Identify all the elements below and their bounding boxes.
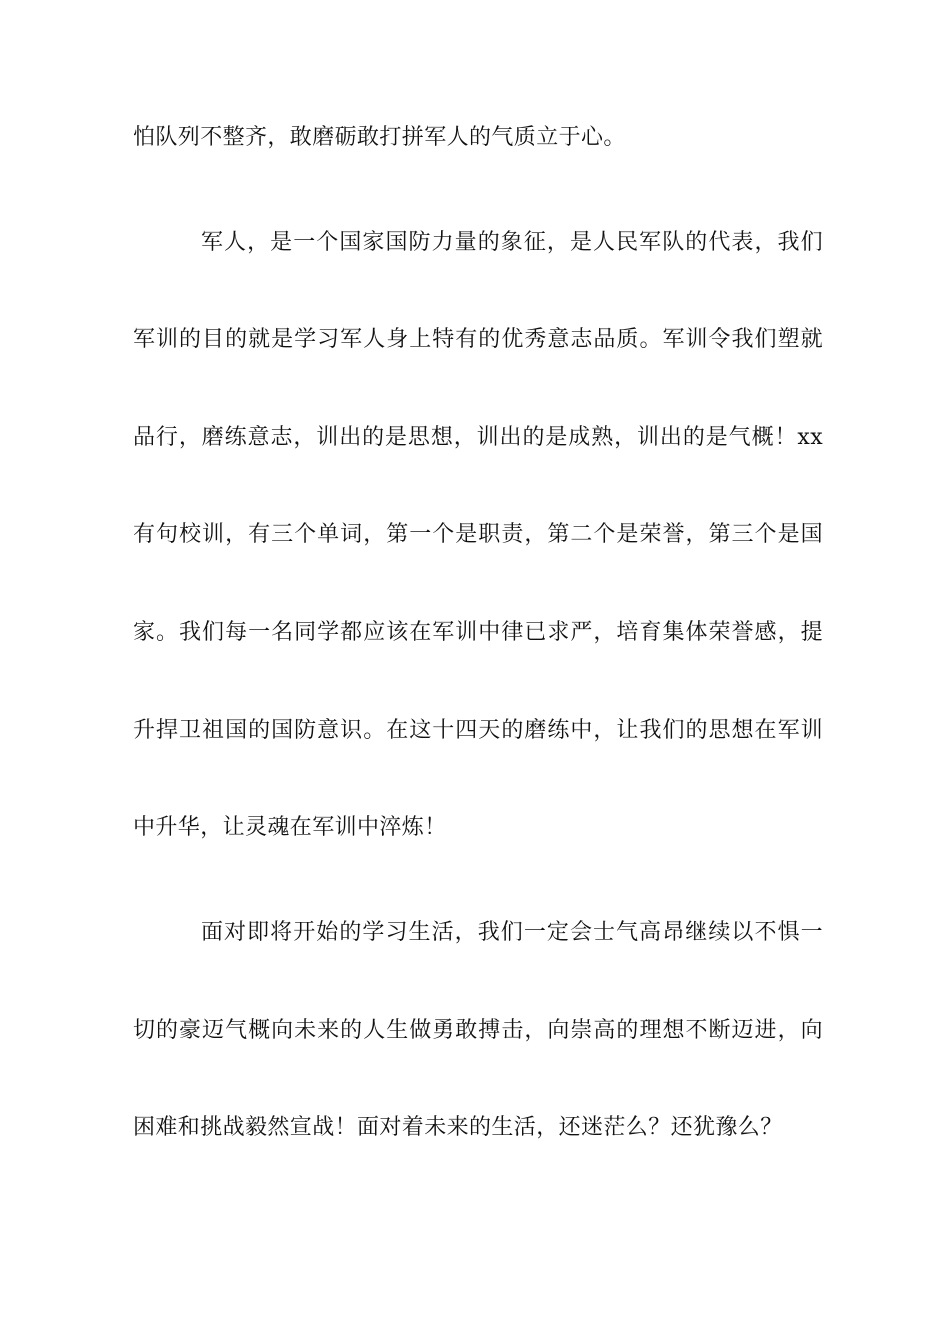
- paragraph-2-line-4: 有句校训，有三个单词，第一个是职责，第二个是荣誉，第三个是国: [133, 522, 823, 547]
- paragraph-3-line-2: 切的豪迈气概向未来的人生做勇敢搏击，向崇高的理想不断迈进，向: [133, 1018, 823, 1043]
- paragraph-2-line-2: 军训的目的就是学习军人身上特有的优秀意志品质。军训令我们塑就: [133, 327, 823, 352]
- paragraph-2-line-7: 中升华，让灵魂在军训中淬炼！: [133, 815, 447, 840]
- paragraph-3-line-1: 面对即将开始的学习生活，我们一定会士气高昂继续以不惧一: [201, 920, 823, 945]
- paragraph-2-line-3: 品行，磨练意志，训出的是思想，训出的是成熟，训出的是气概！xx: [133, 425, 823, 450]
- text-line-1: 怕队列不整齐，敢磨砺敢打拼军人的气质立于心。: [133, 125, 626, 150]
- paragraph-2-line-5: 家。我们每一名同学都应该在军训中律已求严，培育集体荣誉感，提: [133, 620, 823, 645]
- paragraph-3-line-3: 困难和挑战毅然宣战！面对着未来的生活，还迷茫么？还犹豫么？: [133, 1115, 783, 1140]
- paragraph-2-line-6: 升捍卫祖国的国防意识。在这十四天的磨练中，让我们的思想在军训: [133, 718, 823, 743]
- paragraph-2-line-1: 军人，是一个国家国防力量的象征，是人民军队的代表，我们: [201, 230, 823, 255]
